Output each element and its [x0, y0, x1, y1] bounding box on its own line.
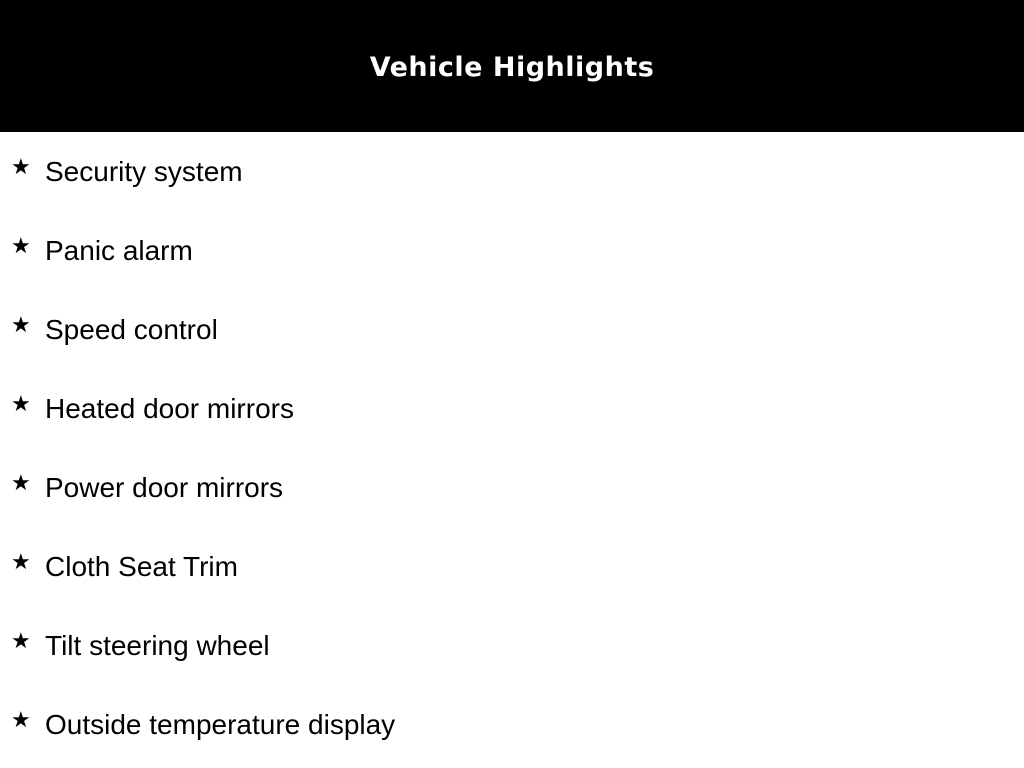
highlight-label: Heated door mirrors — [45, 393, 294, 424]
highlight-label: Power door mirrors — [45, 472, 284, 503]
highlight-label: Tilt steering wheel — [45, 630, 270, 661]
list-item — [0, 290, 1024, 369]
star-icon: ★ — [11, 708, 31, 733]
highlight-label: Panic alarm — [45, 235, 193, 266]
star-icon: ★ — [11, 234, 31, 259]
list-item — [0, 606, 1024, 685]
highlight-label: Cloth Seat Trim — [45, 551, 238, 582]
highlight-label: Security system — [45, 156, 243, 187]
list-item — [0, 211, 1024, 290]
highlight-label: Outside temperature display — [45, 709, 396, 740]
list-item — [0, 527, 1024, 606]
star-icon: ★ — [11, 629, 31, 654]
star-icon: ★ — [11, 471, 31, 496]
highlights-list — [0, 132, 1024, 764]
page-title: Vehicle Highlights — [369, 52, 655, 83]
star-icon: ★ — [11, 550, 31, 575]
list-item — [0, 448, 1024, 527]
list-item — [0, 132, 1024, 211]
page-header — [0, 0, 1024, 132]
list-item — [0, 685, 1024, 764]
highlight-label: Speed control — [45, 314, 218, 345]
list-item — [0, 369, 1024, 448]
star-icon: ★ — [11, 155, 31, 180]
star-icon: ★ — [11, 313, 31, 338]
star-icon: ★ — [11, 392, 31, 417]
